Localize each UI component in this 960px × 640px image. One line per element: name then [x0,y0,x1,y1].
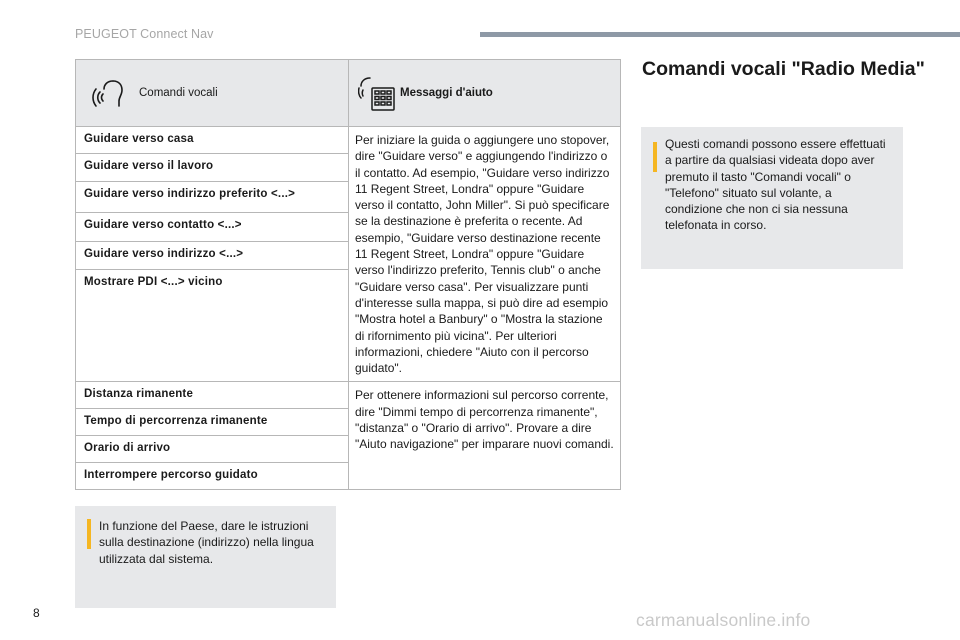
section-note-bar [653,142,657,172]
command-cell: Guidare verso contatto <...> [76,213,349,241]
header-rule [480,32,960,37]
command-cell: Guidare verso indirizzo <...> [76,241,349,269]
keypad-voice-icon [358,74,396,112]
command-cell: Distanza rimanente [76,382,349,409]
table-header-row [76,60,621,127]
info-note-bar [87,519,91,549]
page-number: 8 [33,606,40,620]
command-cell: Tempo di percorrenza rimanente [76,409,349,436]
watermark: carmanualsonline.info [636,610,811,630]
section-note-text: Questi comandi possono essere effettuati a partire da qualsiasi videata dopo aver premuto il tasto "Comandi vocali" o "Telefono" situato sul volante, a condizione che non ci sia nessuna telefonata in corso. [665,137,886,233]
table-header-help-label: Messaggi d'aiuto [400,87,493,99]
command-cell: Guidare verso indirizzo preferito <...> [76,181,349,213]
help-cell: Per iniziare la guida o aggiungere uno stopover, dire "Guidare verso" e aggiungendo l'indirizzo o il contatto. Ad esempio, "Guidare verso indirizzo 11 Regent Street, Londra" oppure "Guidare verso il contatto, John Miller". Si può specificare se la destinazione è preferita o recente. Ad esempio, "Guidare verso destinazione recente 11 Regent Street, Londra" oppure "Guidare verso l'indirizzo preferito, Tennis club" o anche "Guidare verso casa". Per visualizzare punti d'interesse sulla mappa, si può dire ad esempio "Mostra hotel a Banbury" o "Mostra la stazione di rifornimento più vicina". Per ulteriori informazioni, chiedere "Aiuto con il percorso guidato". [349,127,621,382]
table-row [76,382,621,409]
header-title: PEUGEOT Connect Nav [75,27,214,41]
table-header-commands [76,60,349,127]
help-cell: Per ottenere informazioni sul percorso corrente, dire "Dimmi tempo di percorrenza rimanente", "distanza" o "Orario di arrivo". Provare a dire "Aiuto navigazione" per imparare nuovi comandi. [349,382,621,490]
voice-commands-table [75,59,621,490]
command-cell: Mostrare PDI <...> vicino [76,269,349,382]
command-cell: Interrompere percorso guidato [76,463,349,490]
command-cell: Orario di arrivo [76,436,349,463]
table-row [76,127,621,154]
info-note-text: In funzione del Paese, dare le istruzioni sulla destinazione (indirizzo) nella lingua utilizzata dal sistema. [99,519,314,566]
command-cell: Guidare verso casa [76,127,349,154]
voice-command-icon [91,75,127,111]
section-note [641,127,903,269]
table-header-help [349,60,621,127]
info-note [75,506,336,608]
section-title: Comandi vocali "Radio Media" [642,58,925,80]
table-header-commands-label: Comandi vocali [139,87,218,99]
command-cell: Guidare verso il lavoro [76,154,349,181]
